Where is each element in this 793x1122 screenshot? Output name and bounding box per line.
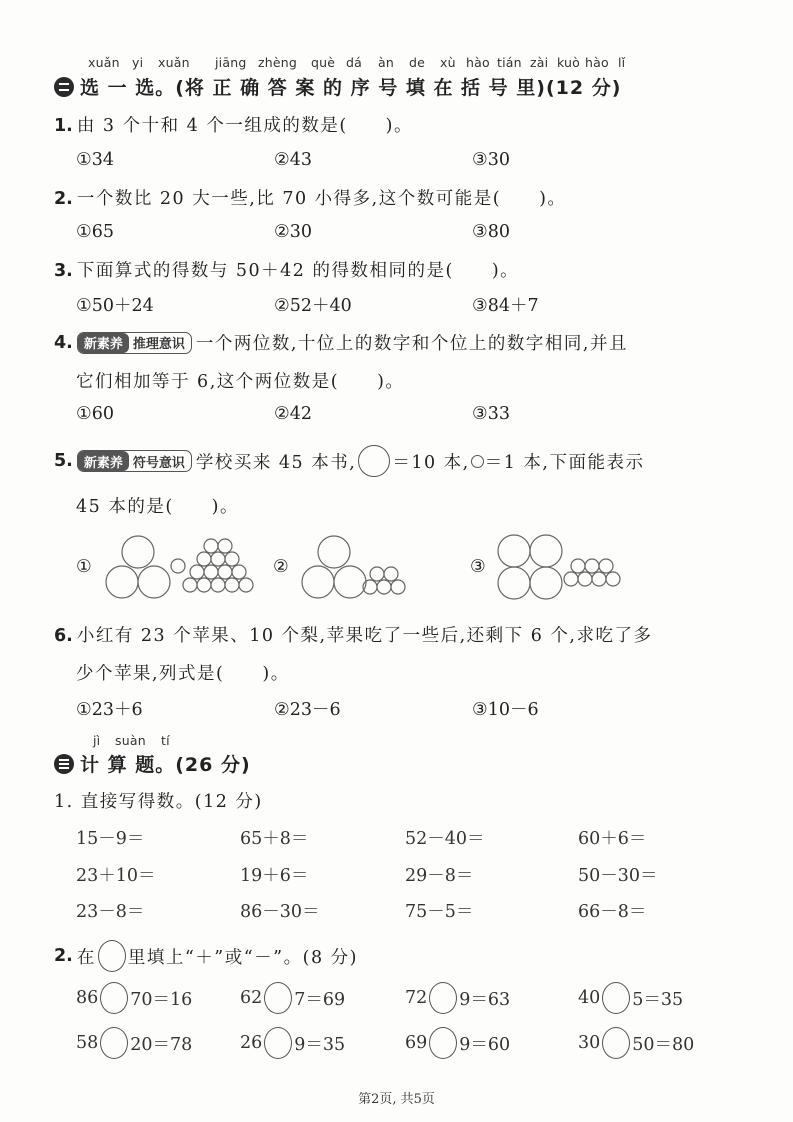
question-text: 一个数比 20 大一些,比 70 小得多,这个数可能是( )。 (76, 189, 567, 209)
section-title-text: 计 算 题。(26 分) (80, 754, 251, 776)
question-text: ＝1 本,下面能表示 (484, 452, 645, 473)
right-side: 9＝35 (294, 1034, 346, 1055)
option[interactable]: ①50＋24 (76, 296, 154, 316)
pinyin: jì (93, 733, 101, 748)
fill-operator-item (76, 1027, 192, 1059)
option[interactable]: ②23－6 (274, 700, 341, 720)
question-number: 2. (54, 189, 73, 209)
expression[interactable]: 65＋8＝ (240, 829, 309, 849)
right-side: 50＝80 (632, 1034, 695, 1055)
question-4 (54, 330, 628, 355)
question-2 (54, 185, 566, 210)
operator-blank-circle[interactable] (602, 982, 630, 1014)
expression[interactable]: 52－40＝ (405, 829, 485, 849)
question-3 (54, 257, 519, 282)
option[interactable]: ③33 (472, 404, 510, 424)
question-number: 1. (54, 116, 73, 136)
right-side: 70＝16 (130, 989, 193, 1010)
right-side: 9＝63 (459, 989, 511, 1010)
option-3-figure[interactable] (494, 532, 634, 604)
left-operand: 86 (76, 988, 99, 1008)
calc-question-1: 1. 直接写得数。(12 分) (54, 792, 263, 812)
right-side: 7＝69 (294, 989, 346, 1010)
pinyin: suàn (115, 733, 146, 748)
tag-reasoning: 推理意识 (132, 337, 185, 352)
right-side: 20＝78 (130, 1034, 193, 1055)
literacy-tag (77, 450, 192, 472)
option-2-figure[interactable] (296, 532, 416, 602)
expression[interactable]: 23－8＝ (76, 902, 145, 922)
page-number: 第2页, 共5页 (358, 1092, 435, 1107)
right-side: 9＝60 (459, 1034, 511, 1055)
question-text: 一个两位数,十位上的数字和个位上的数字相同,并且 (195, 334, 628, 354)
option[interactable]: ①65 (76, 222, 114, 242)
left-operand: 30 (578, 1033, 601, 1053)
option-3-label[interactable]: ③ (470, 557, 486, 577)
operator-blank-circle[interactable] (264, 1027, 292, 1059)
right-side: 5＝35 (632, 989, 684, 1010)
operator-blank-circle[interactable] (429, 1027, 457, 1059)
option[interactable]: ①60 (76, 404, 114, 424)
tag-new-literacy: 新素养 (78, 451, 129, 471)
pinyin: yi (132, 55, 144, 70)
option[interactable]: ②30 (274, 222, 312, 242)
option[interactable]: ③10－6 (472, 700, 539, 720)
section-number-badge-icon (54, 754, 74, 774)
left-operand: 62 (240, 988, 263, 1008)
section2-title (54, 73, 621, 100)
left-operand: 72 (405, 988, 428, 1008)
pinyin: jiāng (215, 55, 247, 70)
pinyin: kuò (557, 55, 581, 70)
question-6-line2: 少个苹果,列式是( )。 (76, 664, 290, 684)
option[interactable]: ①23＋6 (76, 700, 143, 720)
section3-pinyin (0, 733, 793, 749)
expression[interactable]: 86－30＝ (240, 902, 320, 922)
section-title-text: 选 一 选。(将 正 确 答 案 的 序 号 填 在 括 号 里)(12 分) (80, 77, 622, 99)
option[interactable]: ③84＋7 (472, 296, 539, 316)
pinyin: xuǎn (158, 55, 190, 70)
fill-operator-item (76, 982, 192, 1014)
expression[interactable]: 75－5＝ (405, 902, 474, 922)
question-number: 6. (54, 626, 73, 646)
pinyin: zhèng (258, 55, 298, 70)
option[interactable]: ②42 (274, 404, 312, 424)
question-text: 下面算式的得数与 50＋42 的得数相同的是( )。 (76, 261, 520, 281)
question-text: 由 3 个十和 4 个一组成的数是( )。 (76, 116, 414, 136)
fill-operator-item (405, 982, 510, 1014)
fill-operator-item (578, 1027, 694, 1059)
expression[interactable]: 66－8＝ (578, 902, 647, 922)
pinyin: xù (440, 55, 456, 70)
pinyin: tián (497, 55, 522, 70)
fill-operator-item (578, 982, 683, 1014)
literacy-tag (77, 332, 192, 354)
fill-operator-item (240, 982, 345, 1014)
option-2-label[interactable]: ② (273, 557, 289, 577)
question-text: ＝10 本, (392, 452, 470, 473)
pinyin: lǐ (618, 55, 626, 70)
pinyin: àn (378, 55, 394, 70)
question-1 (54, 112, 413, 137)
operator-blank-circle[interactable] (602, 1027, 630, 1059)
question-number: 5. (54, 451, 73, 471)
left-operand: 58 (76, 1033, 99, 1053)
option-1-label[interactable]: ① (76, 557, 92, 577)
fill-operator-item (405, 1027, 510, 1059)
expression[interactable]: 19＋6＝ (240, 866, 309, 886)
section2-pinyin (0, 55, 793, 71)
question-number: 2. (54, 946, 73, 966)
tag-new-literacy: 新素养 (78, 333, 129, 353)
operator-blank-circle[interactable] (264, 982, 292, 1014)
question-text: 小红有 23 个苹果、10 个梨,苹果吃了一些后,还剩下 6 个,求吃了多 (76, 626, 653, 646)
tag-symbol: 符号意识 (132, 455, 185, 471)
fill-operator-item (240, 1027, 345, 1059)
question-text: 里填上“＋”或“－”。(8 分) (127, 947, 358, 968)
option[interactable]: ②52＋40 (274, 296, 352, 316)
option[interactable]: ③80 (472, 222, 510, 242)
expression[interactable]: 23＋10＝ (76, 866, 156, 886)
expression[interactable]: 50－30＝ (578, 866, 658, 886)
section3-title (54, 750, 251, 777)
expression[interactable]: 15－9＝ (76, 829, 145, 849)
calc-question-2 (54, 940, 358, 972)
expression[interactable]: 29－8＝ (405, 866, 474, 886)
expression[interactable]: 60＋6＝ (578, 829, 647, 849)
pinyin: dá (346, 55, 362, 70)
large-circle-icon (358, 445, 390, 477)
pinyin: hào (466, 55, 490, 70)
operator-blank-circle[interactable] (100, 1027, 128, 1059)
pinyin: tí (161, 733, 170, 748)
circle-icon (98, 940, 126, 972)
question-5-line2: 45 本的是( )。 (76, 497, 239, 517)
operator-blank-circle[interactable] (429, 982, 457, 1014)
left-operand: 40 (578, 988, 601, 1008)
pinyin: xuǎn (88, 55, 120, 70)
pinyin: hào (585, 55, 609, 70)
small-circle-icon (471, 455, 484, 468)
question-5 (54, 445, 645, 477)
question-6 (54, 622, 653, 647)
option[interactable]: ③30 (472, 150, 510, 170)
question-text: 在 (76, 947, 96, 968)
option[interactable]: ①34 (76, 150, 114, 170)
operator-blank-circle[interactable] (100, 982, 128, 1014)
option-1-figure[interactable] (100, 532, 260, 602)
pinyin: zài (530, 55, 549, 70)
left-operand: 26 (240, 1033, 263, 1053)
section-number-badge-icon (54, 77, 74, 97)
option[interactable]: ②43 (274, 150, 312, 170)
question-text: 学校买来 45 本书, (195, 452, 357, 473)
question-4-line2: 它们相加等于 6,这个两位数是( )。 (76, 372, 405, 392)
question-number: 3. (54, 261, 73, 281)
left-operand: 69 (405, 1033, 428, 1053)
pinyin: què (311, 55, 336, 70)
pinyin: de (409, 55, 426, 70)
question-number: 4. (54, 332, 73, 353)
